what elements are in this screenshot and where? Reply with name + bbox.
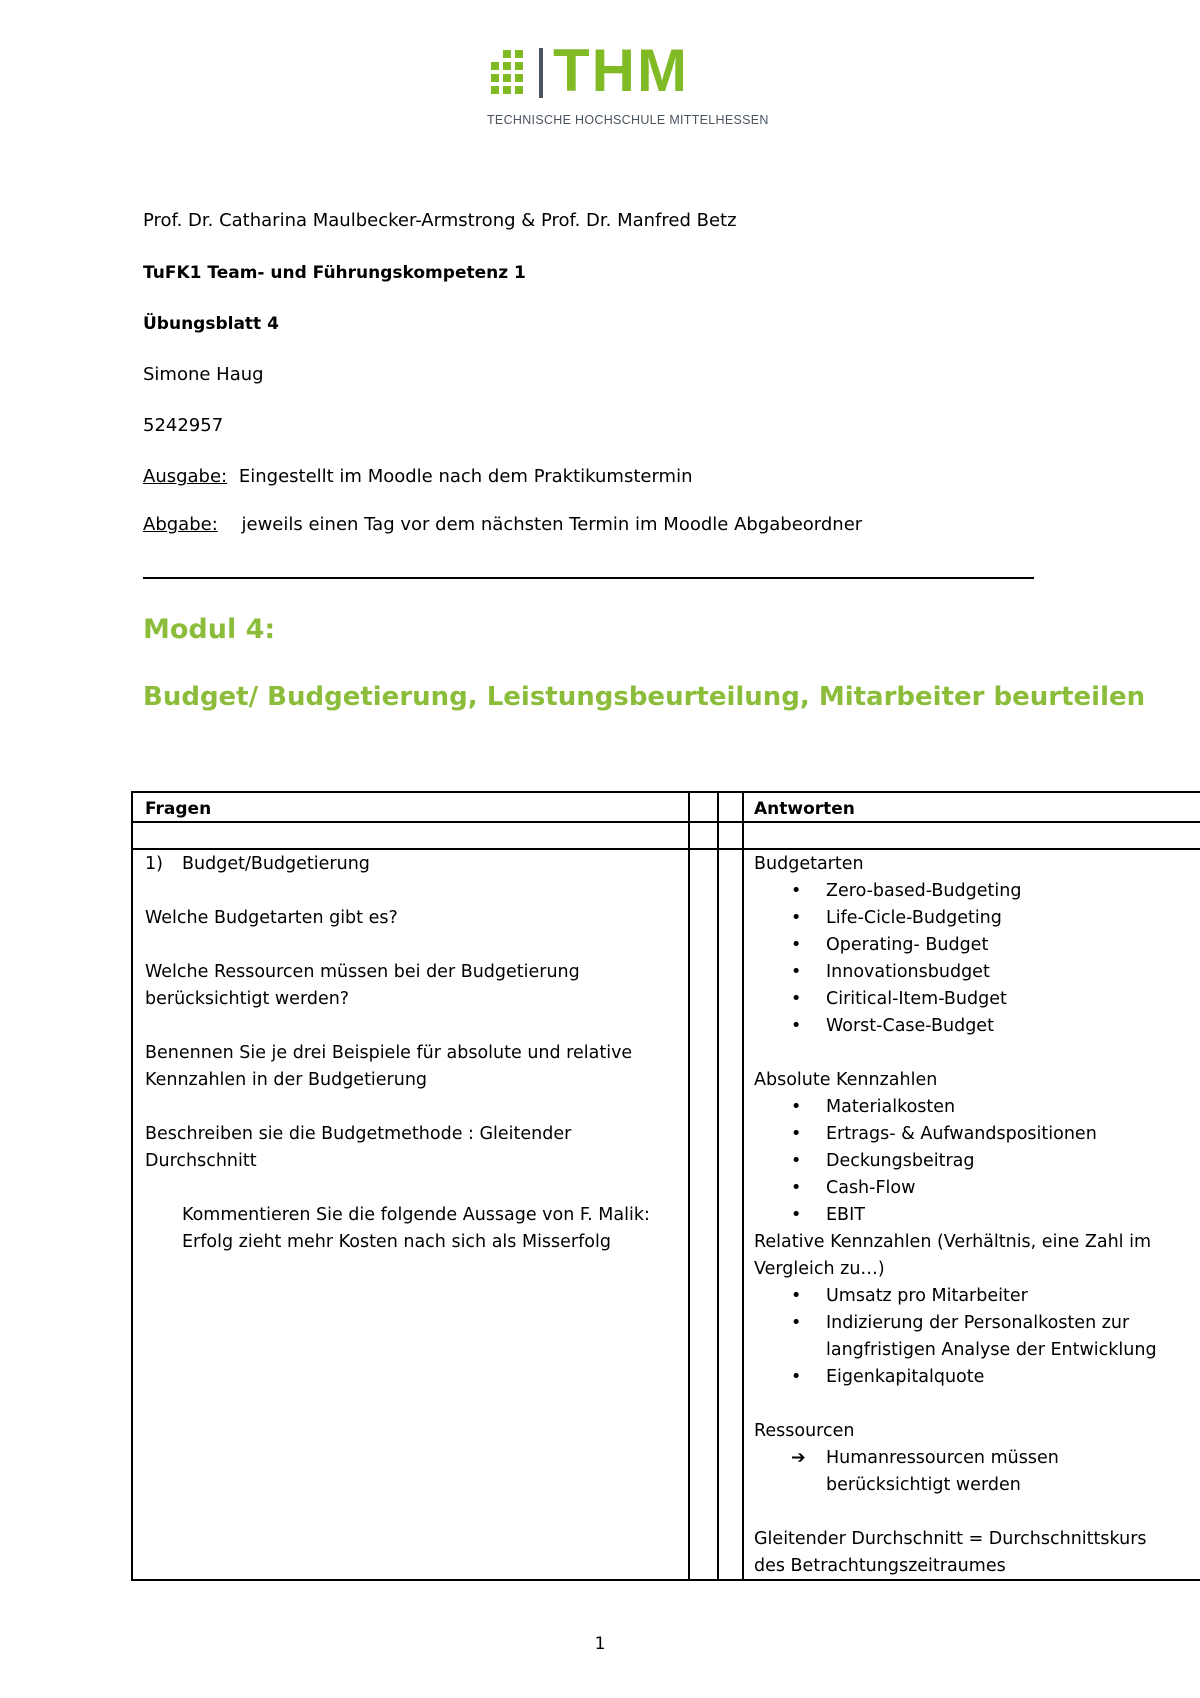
bullet-icon: • xyxy=(791,1124,802,1144)
column-divider xyxy=(742,793,744,1579)
absolute-title: Absolute Kennzahlen xyxy=(754,1070,938,1090)
list-item: • Ciritical-Item-Budget xyxy=(754,986,1200,1013)
question-2-line2: berücksichtigt werden? xyxy=(145,989,350,1009)
question-3-line1: Benennen Sie je drei Beispiele für absolute und relative xyxy=(145,1043,633,1063)
course-title: TuFK1 Team- und Führungskompetenz 1 xyxy=(143,263,526,283)
header-fragen: Fragen xyxy=(145,799,212,819)
list-item: • Innovationsbudget xyxy=(754,959,1200,986)
gleitender-line1: Gleitender Durchschnitt = Durchschnittskurs xyxy=(754,1529,1147,1549)
horizontal-rule xyxy=(143,577,1034,579)
header-antworten: Antworten xyxy=(754,799,855,819)
list-item: • Operating- Budget xyxy=(754,932,1200,959)
list-item: • Deckungsbeitrag xyxy=(754,1148,1200,1175)
list-item: • Worst-Case-Budget xyxy=(754,1013,1200,1040)
list-item: • Ertrags- & Aufwandspositionen xyxy=(754,1121,1200,1148)
module-title: Modul 4: xyxy=(143,614,276,645)
list-item: • EBIT xyxy=(754,1202,1200,1229)
logo-grid-icon xyxy=(487,50,527,94)
bullet-icon: • xyxy=(791,1178,802,1198)
ressourcen-item: ➔ Humanressourcen müssen xyxy=(754,1445,1200,1472)
gleitender-line2: des Betrachtungszeitraumes xyxy=(754,1556,1006,1576)
bullet-icon: • xyxy=(791,962,802,982)
bullet-icon: • xyxy=(791,1367,802,1387)
abgabe-text: jeweils einen Tag vor dem nächsten Termin im Moodle Abgabeordner xyxy=(241,514,863,535)
question-4-line1: Beschreiben sie die Budgetmethode : Gleitender xyxy=(145,1124,572,1144)
arrow-right-icon: ➔ xyxy=(791,1448,806,1468)
row-divider xyxy=(133,821,1200,823)
bullet-icon: • xyxy=(791,935,802,955)
bullet-icon: • xyxy=(791,1286,802,1306)
list-item-continuation: langfristigen Analyse der Entwicklung xyxy=(826,1340,1157,1360)
sheet-title: Übungsblatt 4 xyxy=(143,314,279,334)
answers-cell xyxy=(754,851,1200,1580)
column-divider xyxy=(717,793,719,1579)
list-item: • Life-Cicle-Budgeting xyxy=(754,905,1200,932)
bullet-icon: • xyxy=(791,1205,802,1225)
questions-table xyxy=(131,791,1200,1581)
abgabe-line xyxy=(143,514,862,536)
relative-title-line2: Vergleich zu…) xyxy=(754,1259,885,1279)
list-item: • Indizierung der Personalkosten zur xyxy=(754,1310,1200,1337)
ausgabe-line xyxy=(143,466,693,488)
abgabe-label: Abgabe: xyxy=(143,514,218,535)
relative-title-line1: Relative Kennzahlen (Verhältnis, eine Zahl im xyxy=(754,1232,1151,1252)
list-item: • Materialkosten xyxy=(754,1094,1200,1121)
logo-subtitle: TECHNISCHE HOCHSCHULE MITTELHESSEN xyxy=(487,113,769,127)
question-topic: 1) Budget/Budgetierung xyxy=(145,854,370,874)
bullet-icon: • xyxy=(791,1151,802,1171)
ressourcen-title: Ressourcen xyxy=(754,1421,855,1441)
question-5-line1: Kommentieren Sie die folgende Aussage von F. Malik: xyxy=(182,1205,650,1225)
question-4-line2: Durchschnitt xyxy=(145,1151,257,1171)
bullet-icon: • xyxy=(791,1016,802,1036)
budgetarten-title: Budgetarten xyxy=(754,854,864,874)
list-item: • Zero-based-Budgeting xyxy=(754,878,1200,905)
logo-wordmark: THM xyxy=(553,37,689,104)
bullet-icon: • xyxy=(791,881,802,901)
module-subtitle: Budget/ Budgetierung, Leistungsbeurteilung, Mitarbeiter beurteilen xyxy=(143,682,1146,712)
row-divider xyxy=(133,848,1200,850)
question-2-line1: Welche Ressourcen müssen bei der Budgetierung xyxy=(145,962,580,982)
student-name: Simone Haug xyxy=(143,364,264,385)
list-item: • Cash-Flow xyxy=(754,1175,1200,1202)
questions-cell xyxy=(145,851,685,1256)
bullet-icon: • xyxy=(791,1097,802,1117)
bullet-icon: • xyxy=(791,908,802,928)
bullet-icon: • xyxy=(791,989,802,1009)
list-item: • Eigenkapitalquote xyxy=(754,1364,1200,1391)
question-5-line2: Erfolg zieht mehr Kosten nach sich als Misserfolg xyxy=(182,1232,611,1252)
ausgabe-text: Eingestellt im Moodle nach dem Praktikumstermin xyxy=(238,466,693,487)
logo-divider xyxy=(539,48,543,98)
question-1: Welche Budgetarten gibt es? xyxy=(145,908,398,928)
column-divider xyxy=(688,793,690,1579)
question-3-line2: Kennzahlen in der Budgetierung xyxy=(145,1070,428,1090)
thm-logo xyxy=(487,37,769,128)
bullet-icon: • xyxy=(791,1313,802,1333)
professors-line: Prof. Dr. Catharina Maulbecker-Armstrong & Prof. Dr. Manfred Betz xyxy=(143,210,737,231)
ressourcen-item-continuation: berücksichtigt werden xyxy=(826,1475,1021,1495)
list-item: • Umsatz pro Mitarbeiter xyxy=(754,1283,1200,1310)
student-id: 5242957 xyxy=(143,415,224,436)
ausgabe-label: Ausgabe: xyxy=(143,466,228,487)
page-number: 1 xyxy=(594,1634,606,1654)
